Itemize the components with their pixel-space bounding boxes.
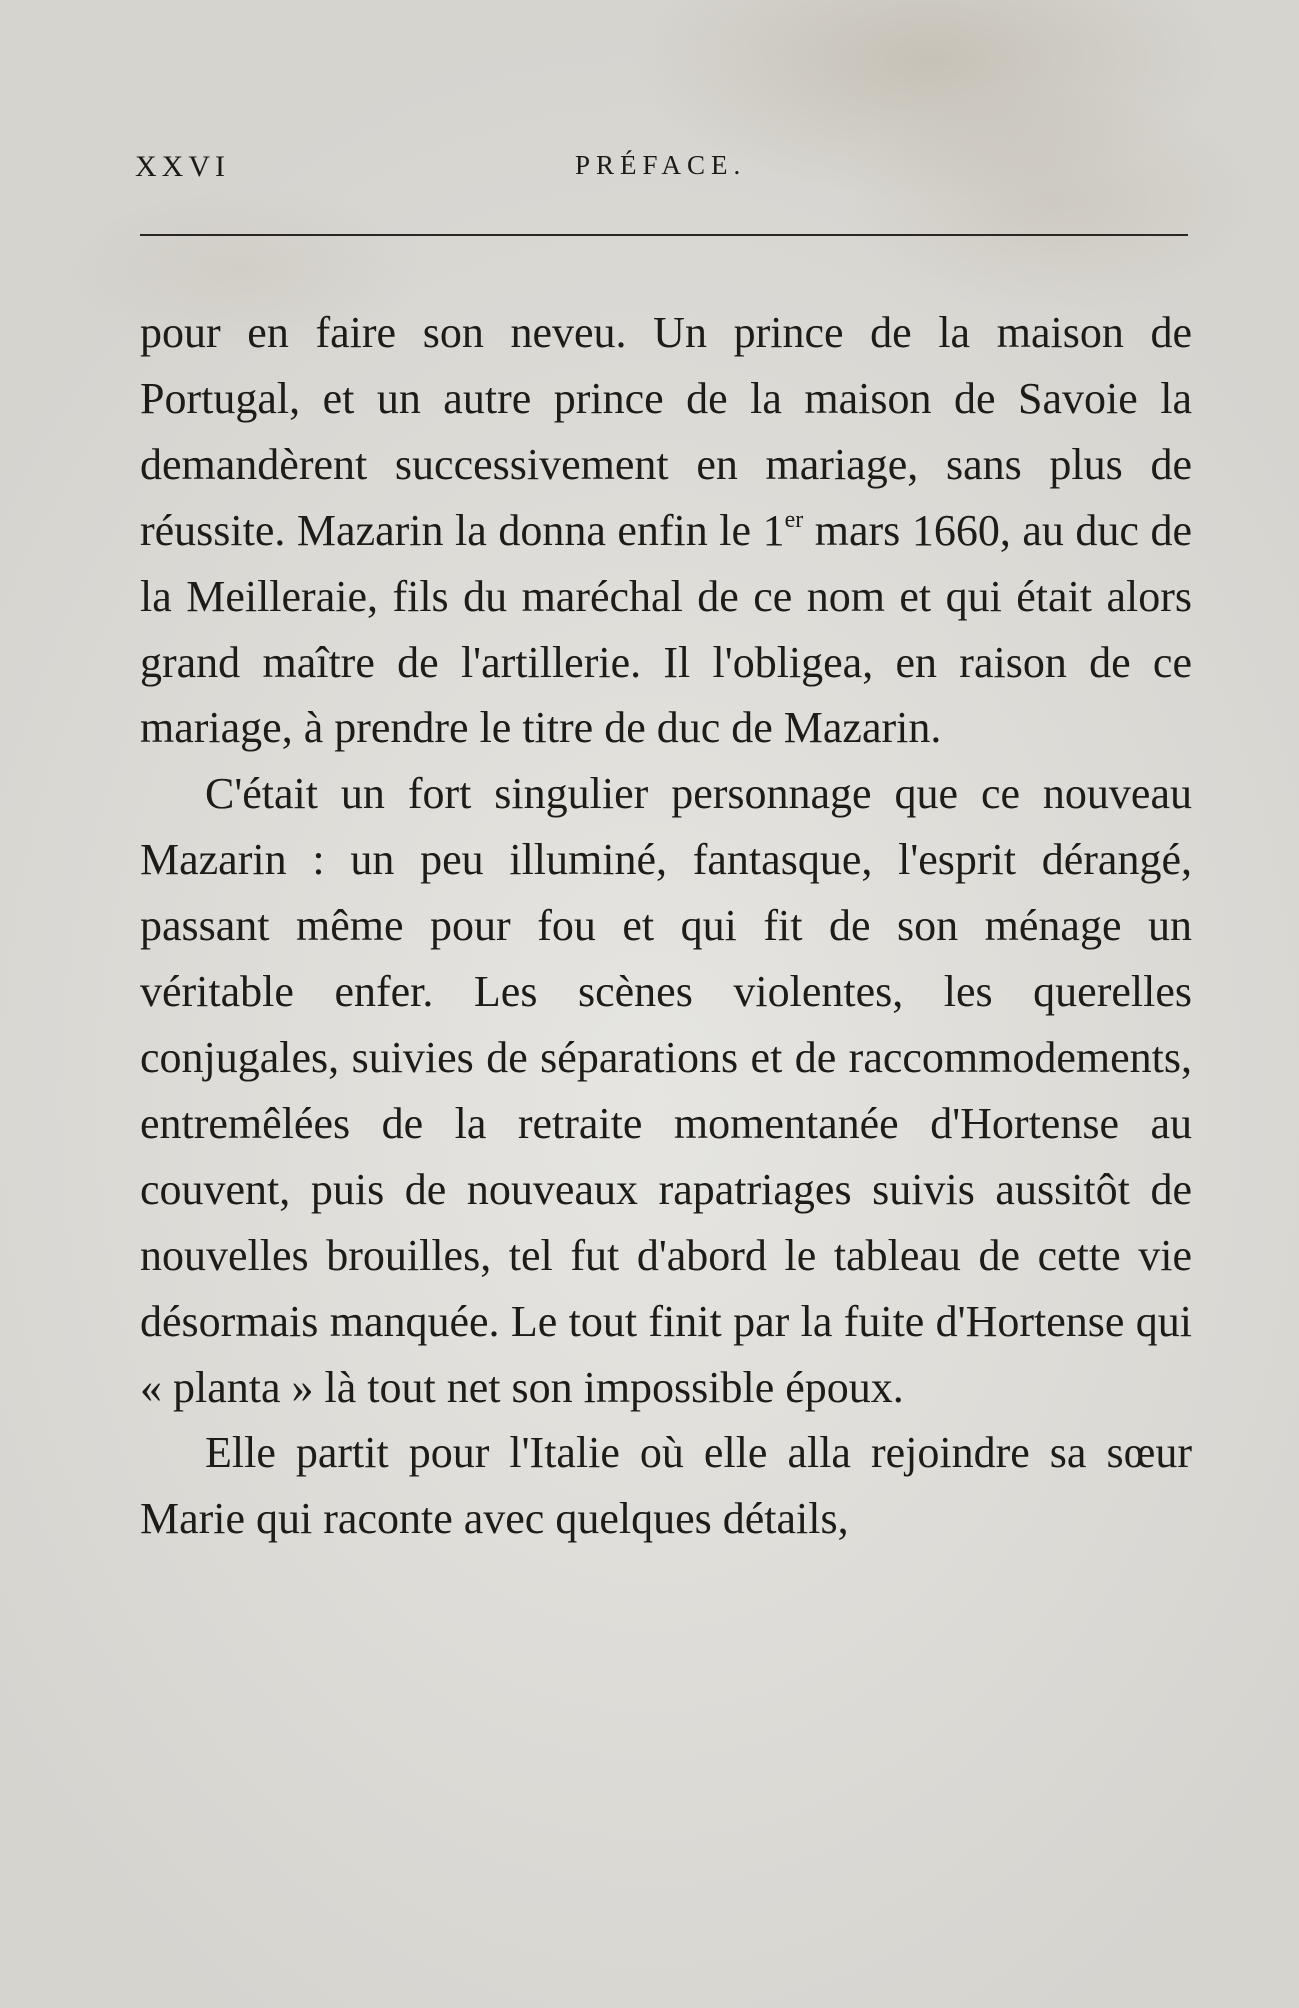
page-header — [135, 150, 1188, 190]
paragraph-3: Elle partit pour l'Italie où elle alla rejoindre sa sœur Marie qui raconte avec quelques détails, — [140, 1428, 1192, 1544]
page-number: XXVI — [135, 150, 230, 183]
paragraph-2: C'était un fort singulier personnage que ce nouveau Mazarin : un peu illuminé, fantasque, l'esprit dérangé, passant même pour fou et qui fit de son ménage un véritable enfer. Les scènes violentes, les querelles conjugales, suivies de séparations et de raccommodements, entremêlées de la retraite momentanée d'Hortense au couvent, puis de nouveaux rapatriages suivis aussitôt de nouvelles brouilles, tel fut d'abord le tableau de cette vie désormais manquée. Le tout finit par la fuite d'Hortense qui « planta » là tout net son impossible époux. — [140, 769, 1192, 1412]
ordinal-superscript: er — [784, 506, 804, 533]
header-rule — [140, 234, 1188, 236]
body-text — [140, 300, 1192, 1552]
paragraph-1-part-a: pour en faire son neveu. Un prince de la maison de Portugal, et un autre prince de la maison de Savoie la demandèrent successivement en mariage, sans plus de réussite. Mazarin la donna enfin le 1 — [140, 308, 1192, 555]
running-head: PRÉFACE. — [575, 150, 747, 180]
paragraph-1 — [140, 300, 1192, 761]
paragraph-1-part-b: mars 1660, au duc de la Meilleraie, fils du maréchal de ce nom et qui était alors grand maître de l'artillerie. Il l'obligea, en raison de ce mariage, à prendre le titre de duc de Mazarin. — [140, 505, 1192, 753]
